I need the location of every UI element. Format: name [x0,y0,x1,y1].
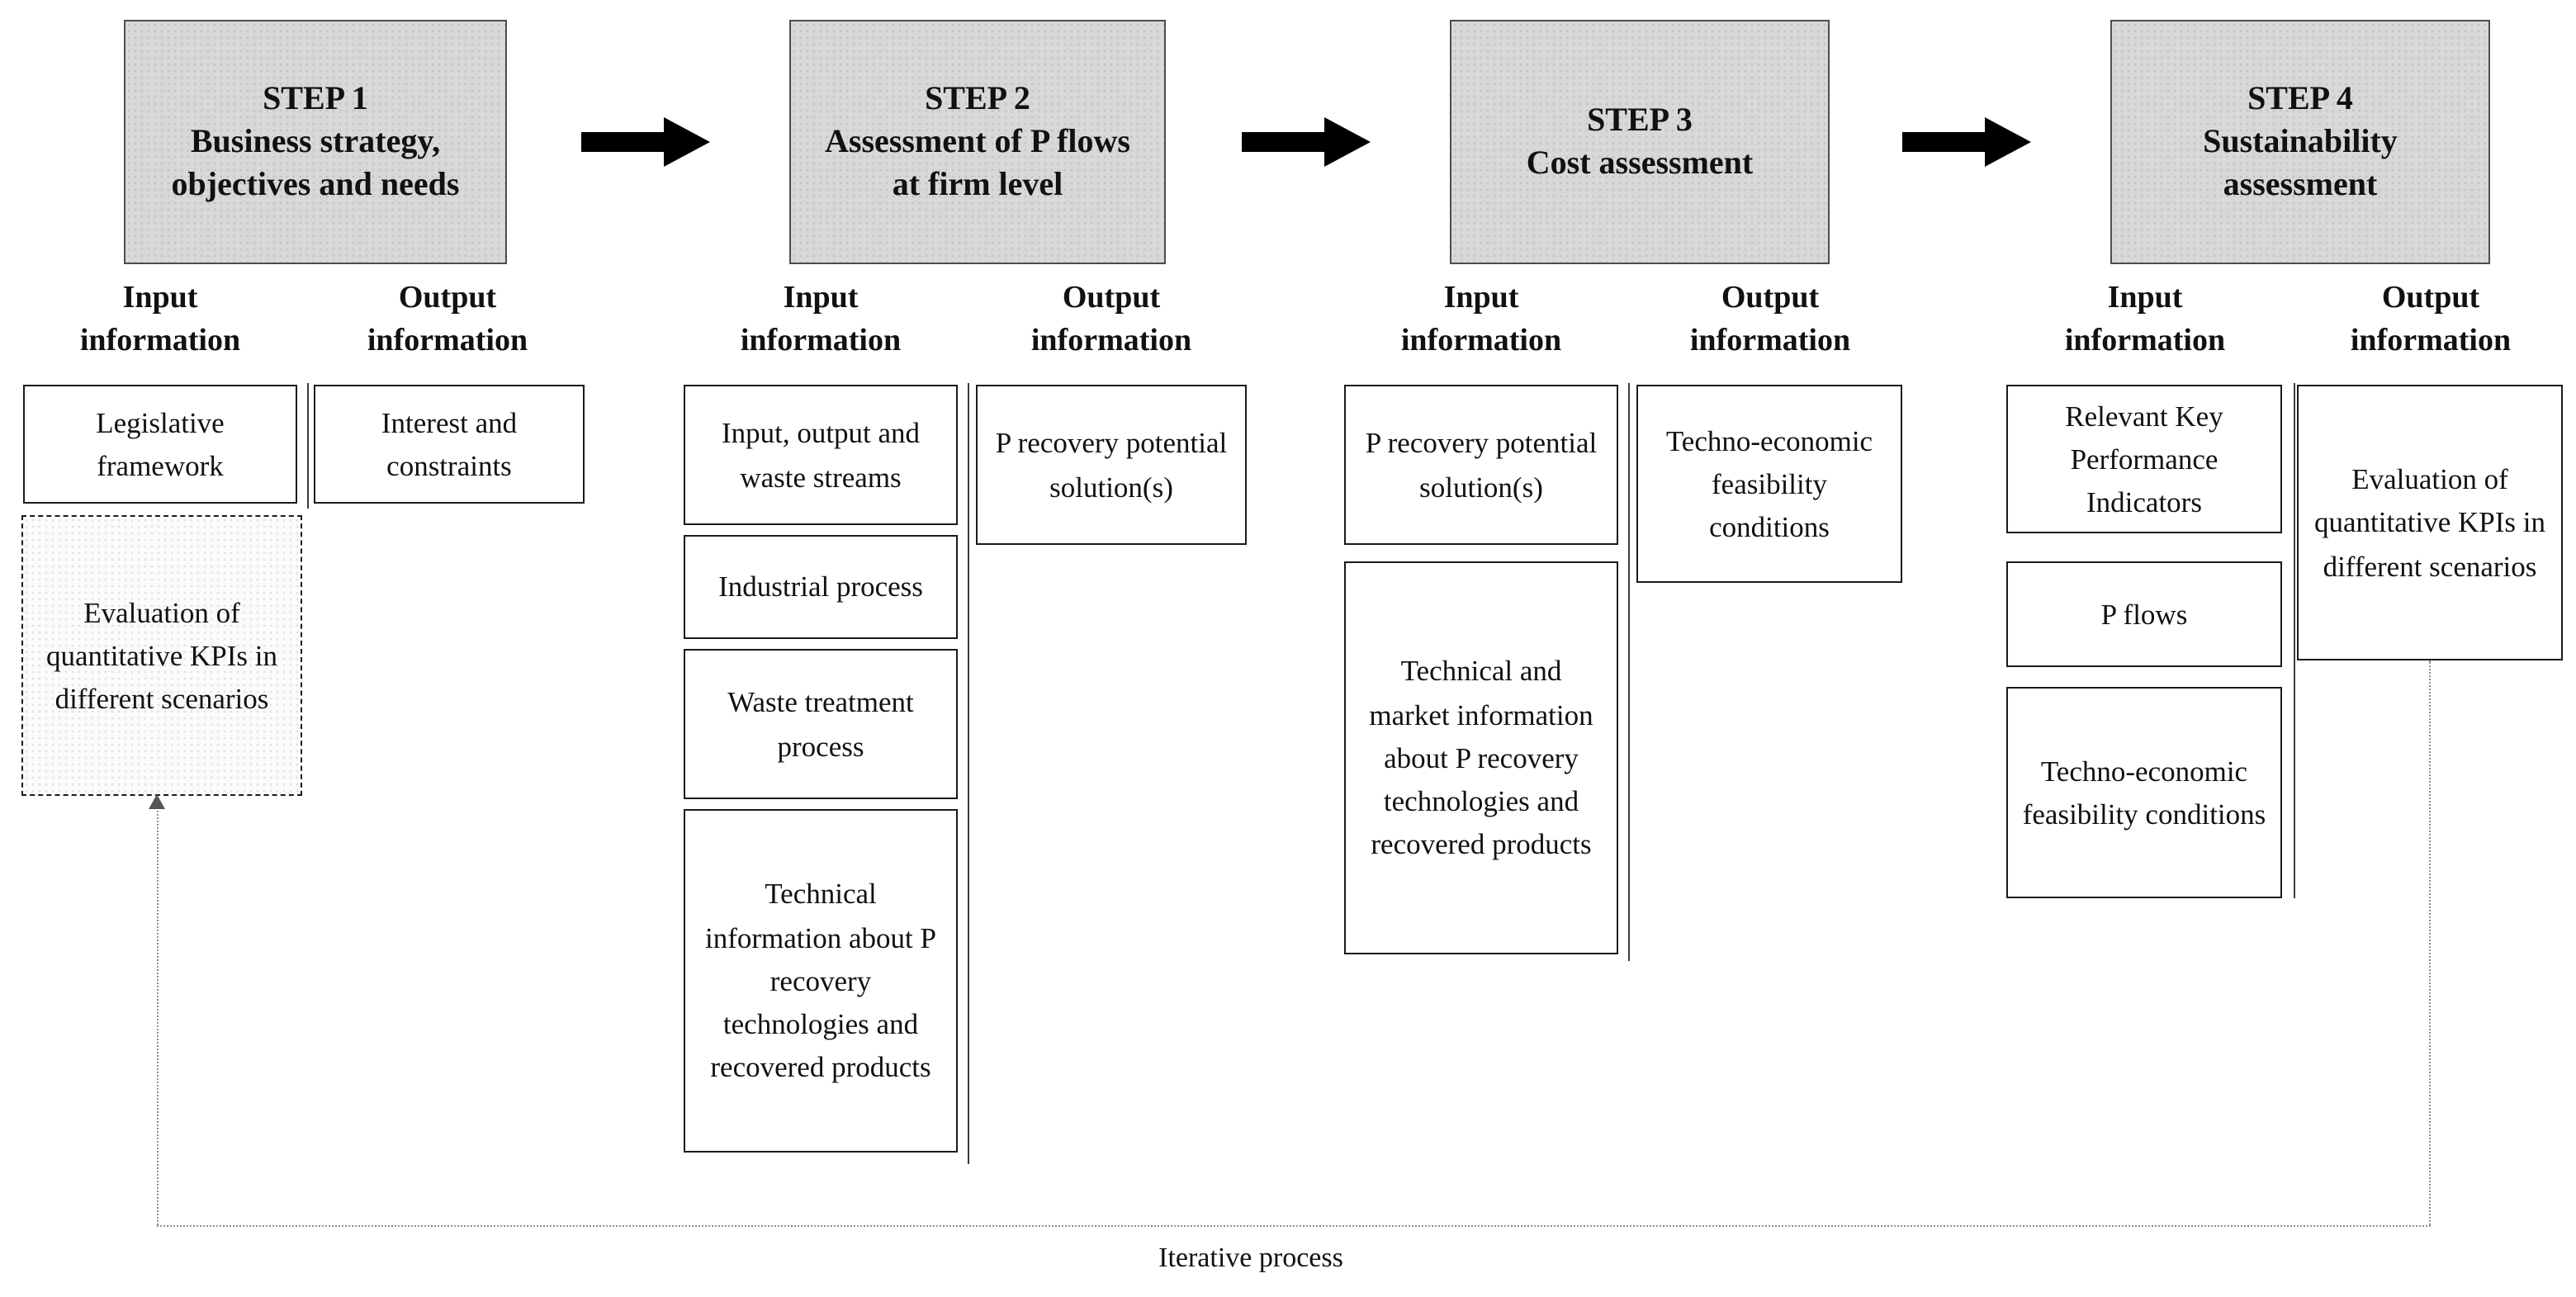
arrow-up-icon [149,794,165,809]
flow-arrow-2 [1242,112,1374,172]
flow-arrow-1 [581,112,713,172]
step-2-input-box-3: Waste treatment process [684,649,958,799]
step-1-output-box-1: Interest and constraints [314,385,585,504]
step-3-output-box-1: Techno-economic feasibility conditions [1636,385,1902,583]
step-3-input-box-1: P recovery potential solution(s) [1344,385,1618,545]
step-3-output-header: Output information [1689,281,1851,358]
iterative-process-label: Iterative process [1158,1242,1343,1273]
step-4-input-box-3: Techno-economic feasibility conditions [2006,687,2282,898]
step-2-column-divider [968,383,969,1164]
step-1-column-divider [307,383,309,509]
step-4-output-header: Output information [2350,281,2512,358]
step-1-input-header: Input information [79,281,241,358]
step-3-title: STEP 3 [1587,102,1693,139]
step-4-title: STEP 4 [2247,81,2353,117]
step-2-input-header: Input information [740,281,902,358]
step-2-output-header: Output information [1030,281,1192,358]
step-2-box [789,20,1166,264]
step-4-subtitle: Sustainability assessment [2203,124,2398,203]
arrow-right-icon [1902,112,2034,172]
arrow-right-icon [581,112,713,172]
step-1-title: STEP 1 [263,81,368,117]
feedback-line-left [157,807,159,1225]
feedback-line-right [2429,660,2431,1225]
flow-arrow-3 [1902,112,2034,172]
arrow-right-icon [1242,112,1374,172]
step-2-subtitle: Assessment of P flows at firm level [825,124,1130,203]
step-1-output-header: Output information [367,281,528,358]
step-4-column-divider [2294,383,2295,898]
step-1-input-box-2: Evaluation of quantitative KPIs in different scenarios [21,515,302,796]
step-3-subtitle: Cost assessment [1526,145,1754,182]
step-4-input-header: Input information [2064,281,2226,358]
step-3-input-box-2: Technical and market information about P recovery technologies and recovered products [1344,561,1618,954]
feedback-line-bottom [157,1225,2431,1227]
step-4-box [2110,20,2490,264]
step-3-input-header: Input information [1400,281,1562,358]
step-2-input-box-1: Input, output and waste streams [684,385,958,525]
step-1-box [124,20,507,264]
step-3-box [1450,20,1830,264]
step-1-subtitle: Business strategy, objectives and needs [171,124,460,203]
step-2-output-box-1: P recovery potential solution(s) [976,385,1247,545]
step-1-input-box-1: Legislative framework [23,385,297,504]
step-2-input-box-4: Technical information about P recovery technologies and recovered products [684,809,958,1153]
step-2-input-box-2: Industrial process [684,535,958,639]
step-4-input-box-1: Relevant Key Performance Indicators [2006,385,2282,533]
step-4-input-box-2: P flows [2006,561,2282,667]
step-3-column-divider [1628,383,1630,961]
step-4-output-box-1: Evaluation of quantitative KPIs in different scenarios [2297,385,2563,660]
step-2-title: STEP 2 [925,81,1030,117]
